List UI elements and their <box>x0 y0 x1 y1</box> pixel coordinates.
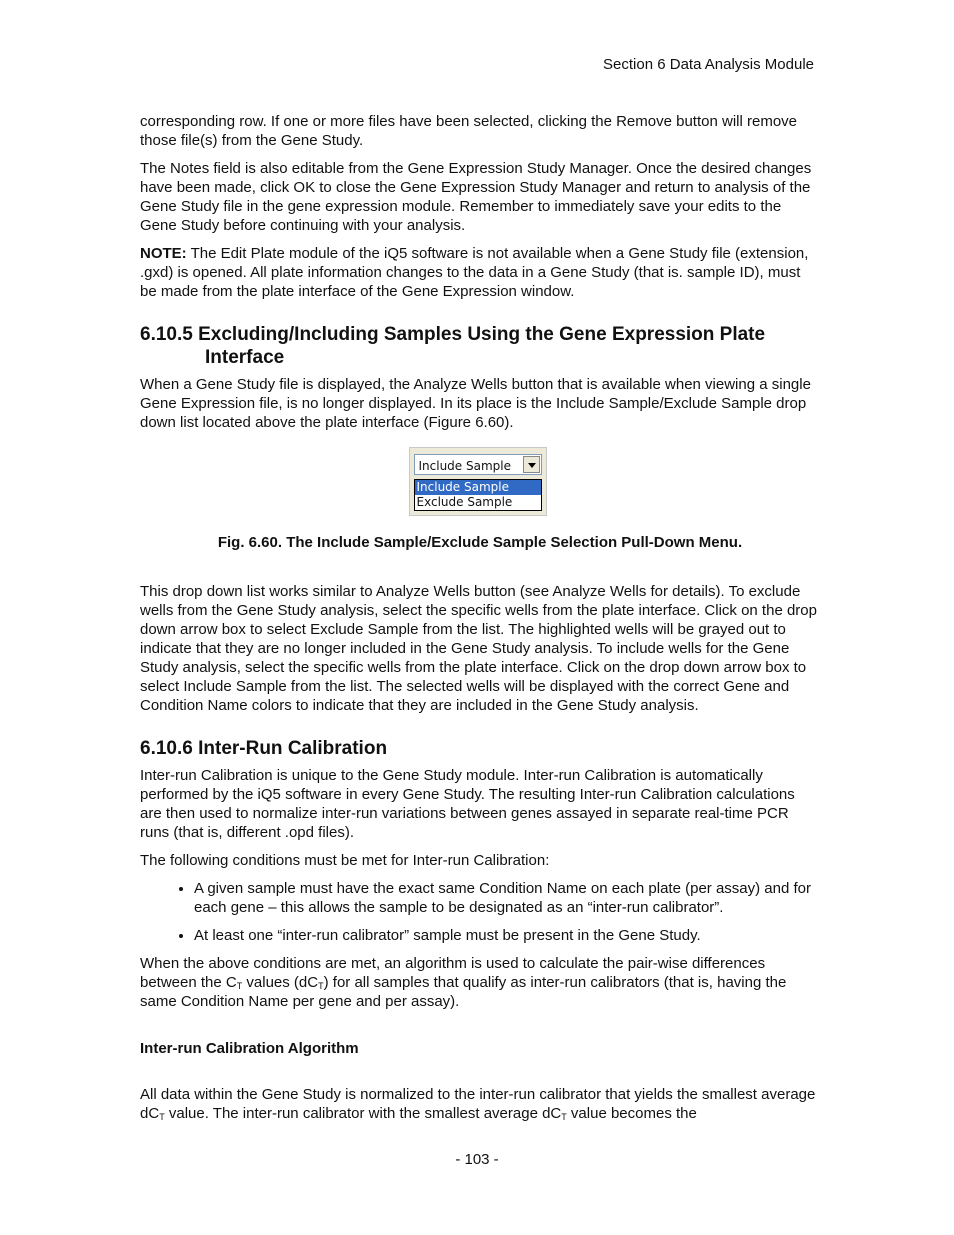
running-head: Section 6 Data Analysis Module <box>603 56 814 73</box>
text-run: When the above conditions are met, an algorithm is used to calculate the pair-wise differences between the C <box>140 955 766 991</box>
dropdown-list <box>414 479 542 511</box>
text-run: value. The inter-run calibrator with the smallest average dC <box>164 1105 562 1122</box>
text-run: value becomes the <box>566 1105 697 1122</box>
note-paragraph <box>140 244 820 301</box>
paragraph: This drop down list works similar to Analyze Wells button (see Analyze Wells for details). To exclude wells from the Gene Study analysis, select the specific wells from the plate interface. Click on the drop down arrow box to select Exclude Sample from the list. The highlighted wells will be grayed out to indicate that they are no longer included in the Gene Study analysis. To include wells for the Gene Study analysis, select the specific wells from the plate interface. Click on the drop down arrow box to select Include Sample from the list. The selected wells will be displayed with the correct Gene and Condition Name colors to indicate that they are included in the Gene Study analysis. <box>140 583 817 714</box>
sample-select-value: Include Sample <box>418 459 511 473</box>
subscript: T <box>159 1112 165 1122</box>
text-run: All data within the Gene Study is normalized to the inter-run calibrator that yields the smallest average dC <box>140 1086 816 1122</box>
paragraph: When a Gene Study file is displayed, the Analyze Wells button that is available when viewing a single Gene Expression file, is no longer displayed. In its place is the Include Sample/Exclude Sample drop down list located above the plate interface (Figure 6.60). <box>140 376 811 431</box>
option-exclude-sample[interactable]: Exclude Sample <box>416 495 513 509</box>
paragraph: The Notes field is also editable from the Gene Expression Study Manager. Once the desired changes have been made, click OK to close the Gene Expression Study Manager and return to analysis of the Gene Study file in the gene expression module. Remember to immediately save your edits to the Gene Study before continuing with your analysis. <box>140 160 812 234</box>
conditions-list <box>140 879 820 945</box>
paragraph: Inter-run Calibration is unique to the Gene Study module. Inter-run Calibration is automatically performed by the iQ5 software in every Gene Study. The resulting Inter-run Calibration calculations are then used to normalize inter-run variations between genes assayed in separate real-time PCR runs (that is, different .opd files). <box>140 767 795 841</box>
list-item: • A given sample must have the exact same Condition Name on each plate (per assay) and for each gene – this allows the sample to be designated as an “inter-run calibrator”. <box>194 879 820 917</box>
paragraph <box>140 1085 820 1123</box>
text-run: values (dC <box>242 974 319 991</box>
sample-select[interactable] <box>414 454 542 475</box>
section-heading-6-10-6: 6.10.6 Inter-Run Calibration <box>140 738 388 759</box>
subscript: T <box>236 981 243 991</box>
main-content <box>140 112 820 1132</box>
figure-6-60 <box>140 447 820 521</box>
subscript: T <box>318 981 324 991</box>
list-item: • At least one “inter-run calibrator” sample must be present in the Gene Study. <box>194 926 820 945</box>
section-heading-6-10-5: 6.10.5 Excluding/Including Samples Using the Gene Expression Plate Interface <box>140 324 766 368</box>
note-text: The Edit Plate module of the iQ5 software is not available when a Gene Study file (extension, .gxd) is opened. All plate information changes to the data in a Gene Study (that is. sample ID), must be made from the plate interface of the Gene Expression window. <box>140 245 809 300</box>
page-number: - 103 - <box>455 1151 499 1168</box>
chevron-down-icon[interactable] <box>523 456 540 473</box>
text-run: ) for all samples that qualify as inter-run calibrators (that is, having the same Condition Name per gene and per assay). <box>140 974 787 1010</box>
subscript: T <box>561 1112 567 1122</box>
dropdown-screenshot <box>409 447 547 516</box>
option-include-sample[interactable]: Include Sample <box>415 480 541 495</box>
figure-caption: Fig. 6.60. The Include Sample/Exclude Sample Selection Pull-Down Menu. <box>217 534 743 551</box>
paragraph: corresponding row. If one or more files have been selected, clicking the Remove button will remove those file(s) from the Gene Study. <box>140 113 798 149</box>
note-label: NOTE: <box>140 245 187 262</box>
paragraph: The following conditions must be met for Inter-run Calibration: <box>140 852 550 869</box>
subheading: Inter-run Calibration Algorithm <box>140 1040 359 1057</box>
paragraph <box>140 954 820 1011</box>
